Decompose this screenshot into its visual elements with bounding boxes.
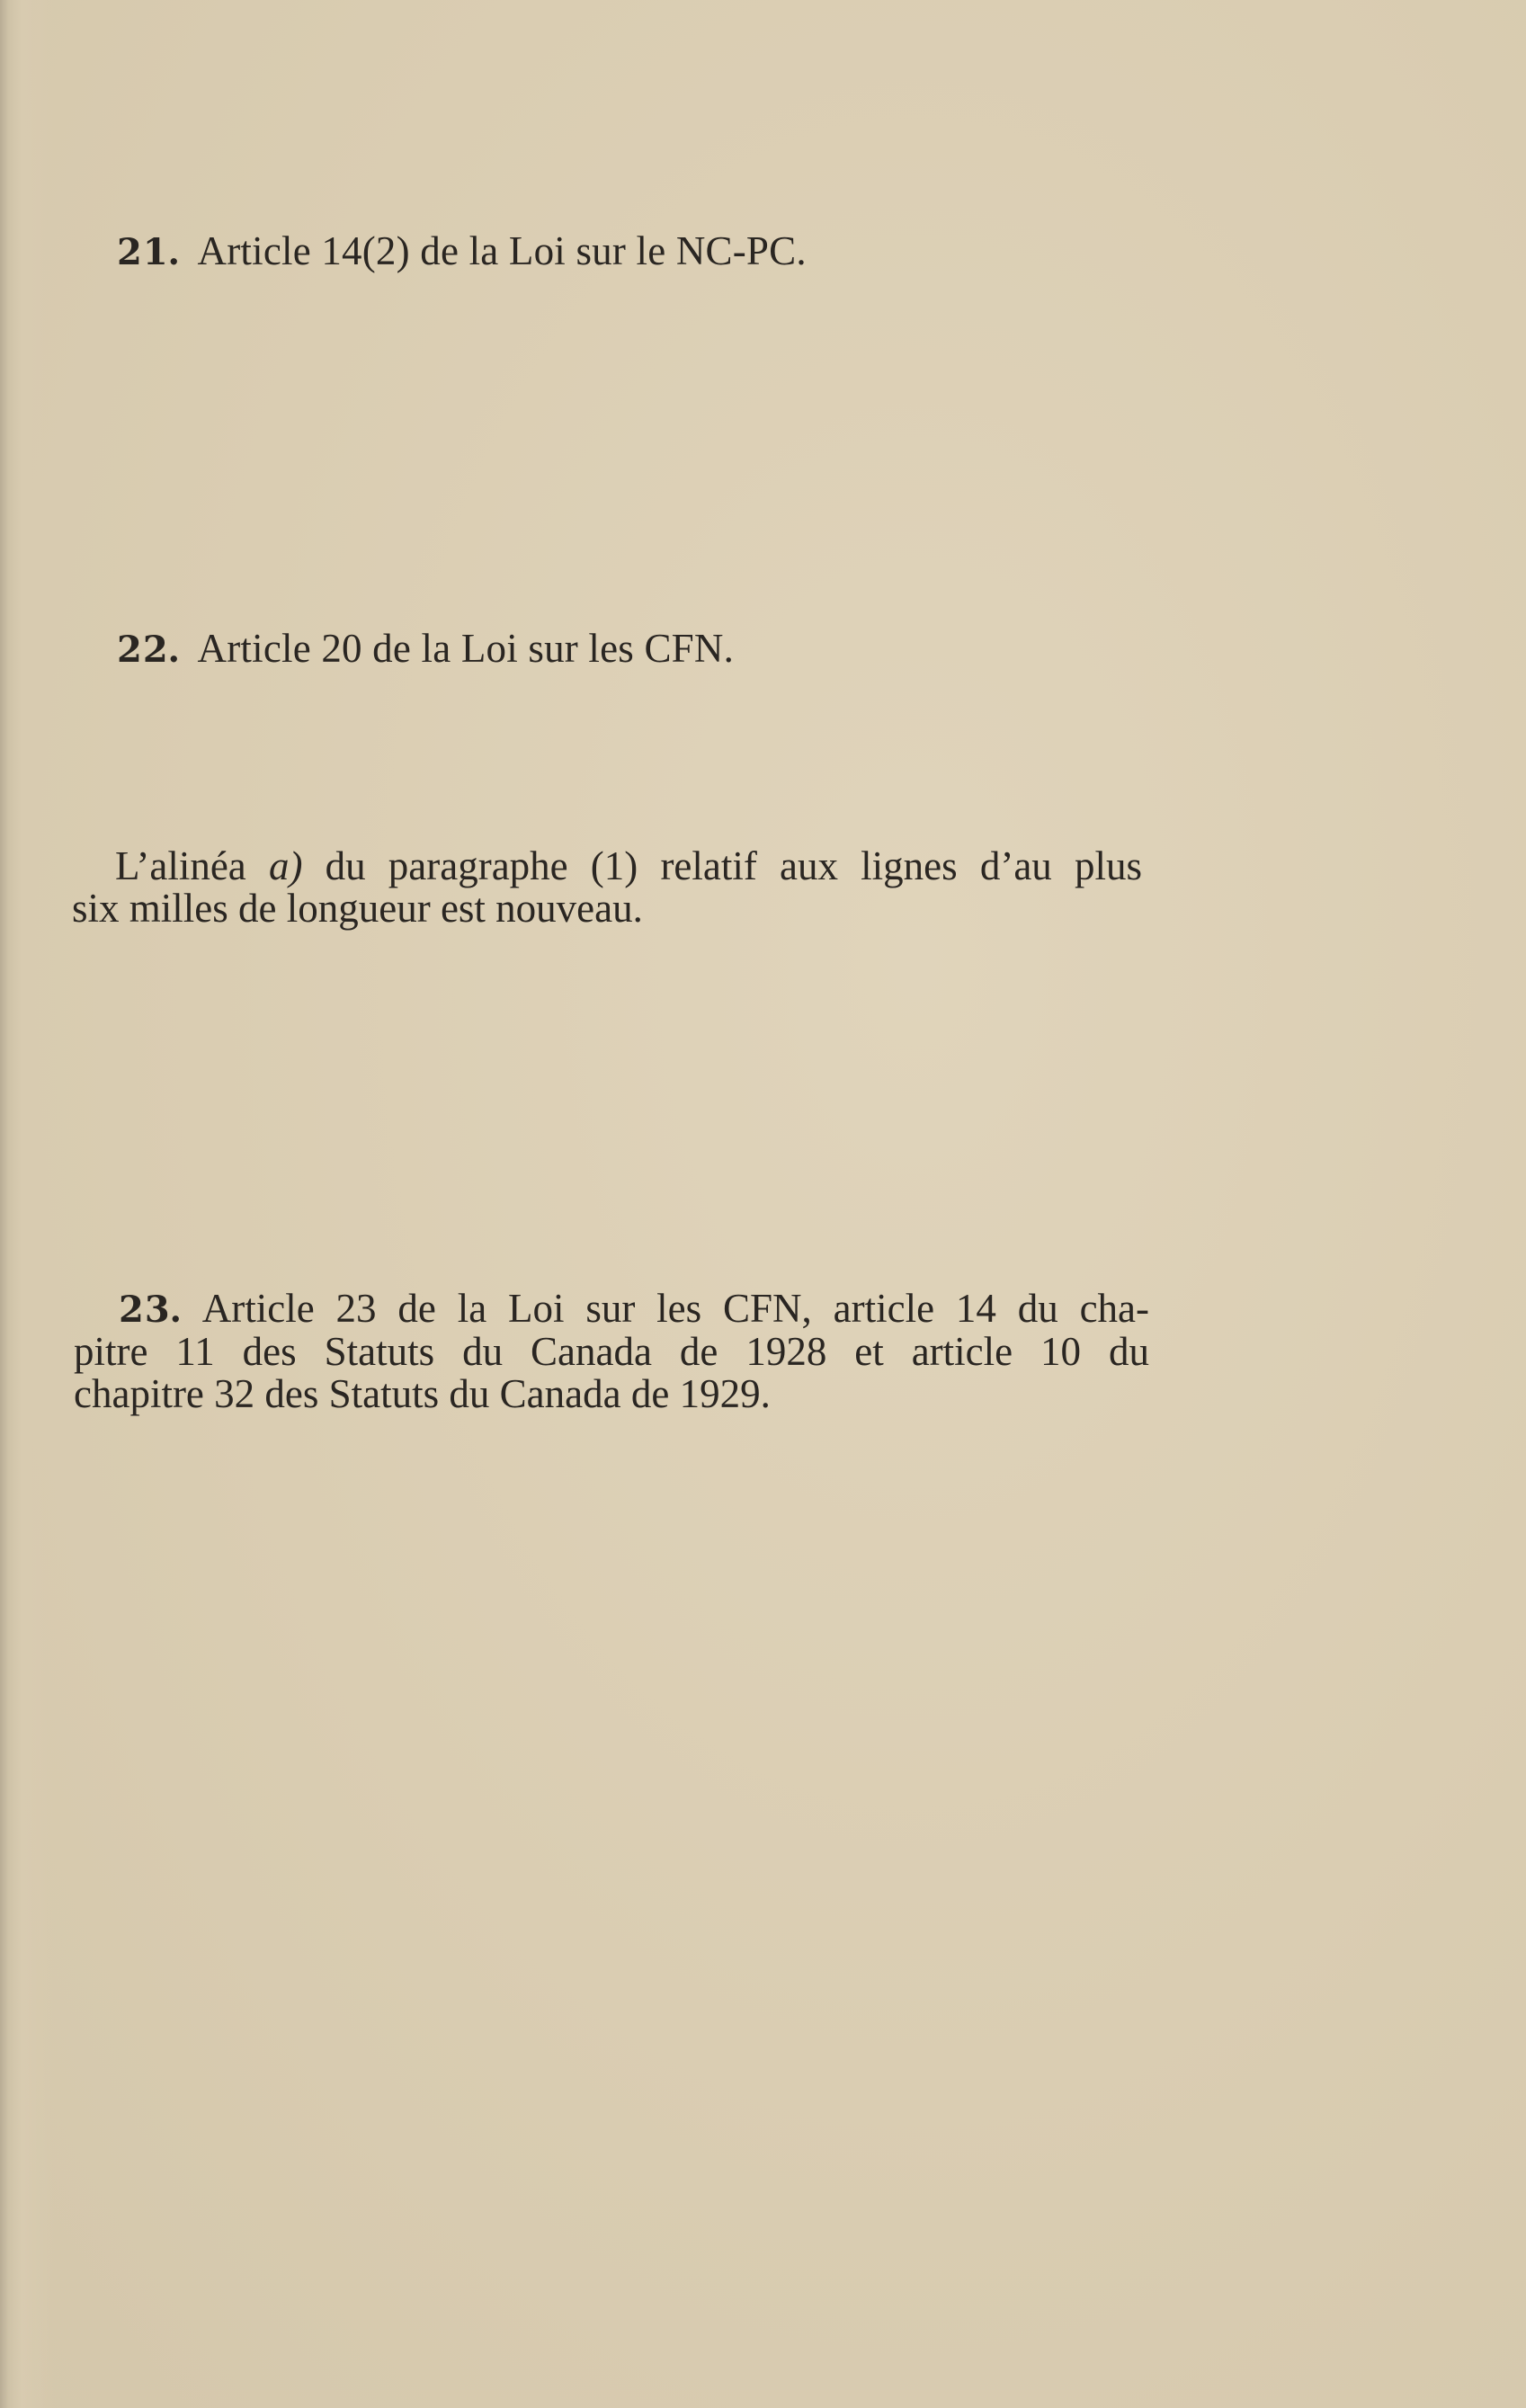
commentary-line-1 — [72, 845, 1142, 887]
note-number: 23 — [119, 1289, 171, 1331]
note-number-dot: . — [168, 626, 180, 671]
note-23-line-3: chapitre 32 des Statuts du Canada de 1929. — [74, 1371, 771, 1416]
note-text-line: Article 23 de la Loi sur les CFN, article 14 du cha- — [201, 1286, 1149, 1331]
note-23 — [74, 1288, 1149, 1415]
note-23-line-2: pitre 11 des Statuts du Canada de 1928 et article 10 du — [74, 1329, 1149, 1374]
note-22 — [117, 628, 734, 671]
commentary-suffix: du paragraphe (1) relatif aux lignes d’au plus — [302, 843, 1142, 888]
note-number-dot: . — [168, 228, 180, 273]
note-text: Article 14(2) de la Loi sur le NC-PC. — [197, 228, 807, 273]
commentary-line-2: six milles de longueur est nouveau. — [72, 886, 643, 931]
commentary-italic-ref: a) — [268, 843, 303, 888]
note-23-line-1 — [74, 1288, 1149, 1331]
note-number: 22 — [117, 629, 169, 671]
note-number: 21 — [117, 231, 169, 273]
note-21 — [117, 230, 807, 273]
note-text: Article 20 de la Loi sur les CFN. — [197, 626, 735, 671]
commentary-prefix: L’alinéa — [115, 843, 269, 888]
note-number-dot: . — [170, 1286, 181, 1331]
commentary-paragraph — [72, 845, 1142, 930]
